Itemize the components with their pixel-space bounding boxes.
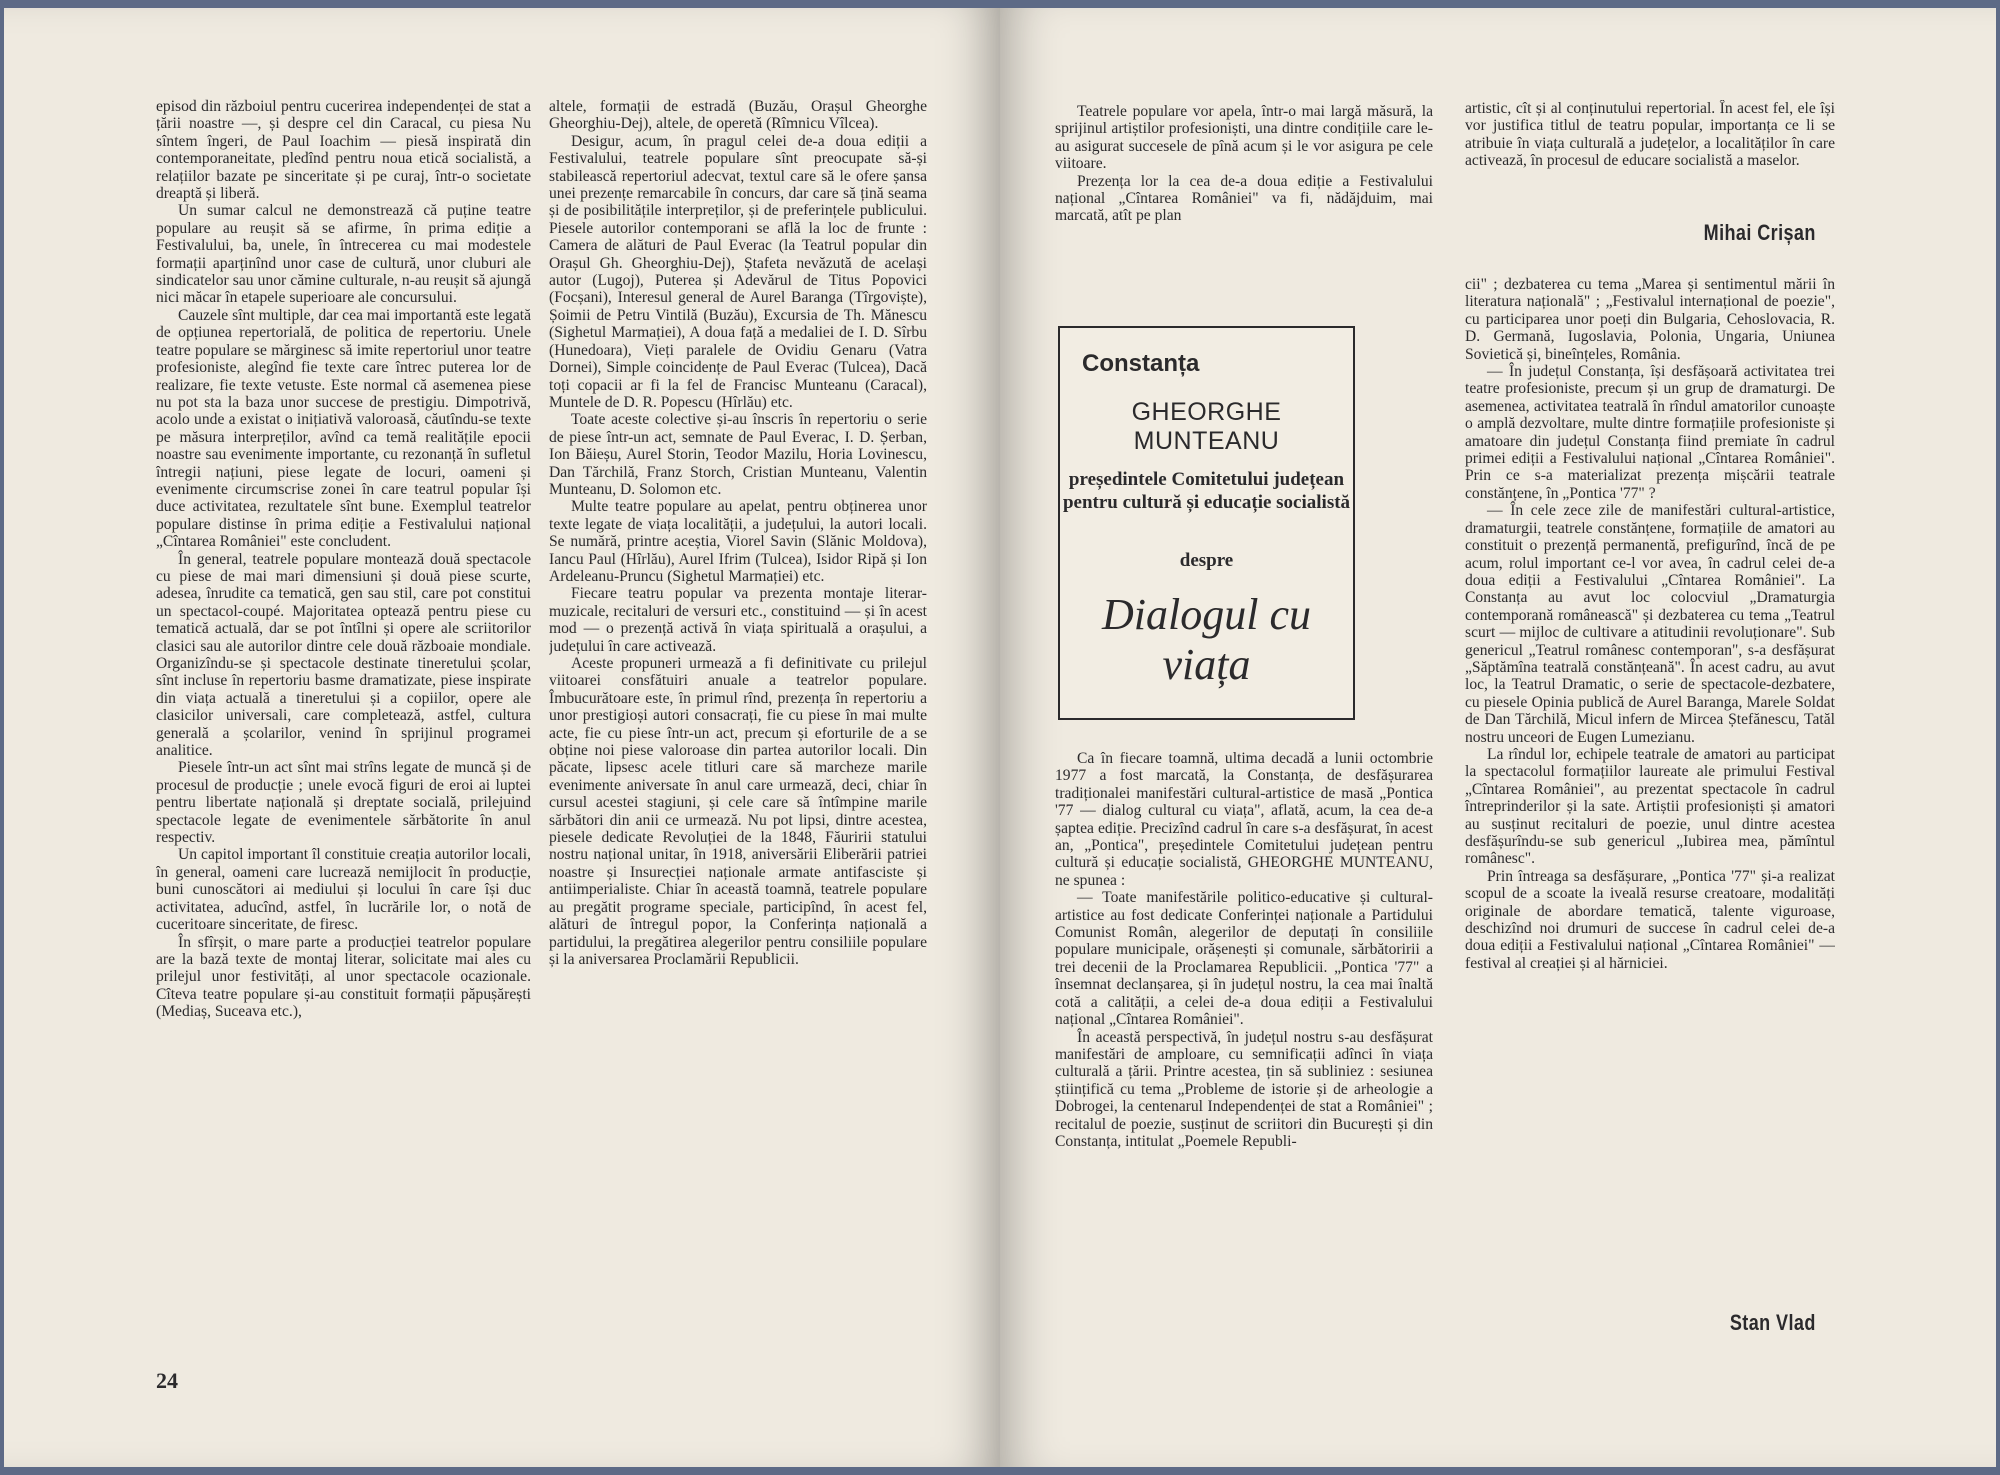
paragraph: Prin întreaga sa desfășurare, „Pontica '77" și-a realizat scopul de a scoate la iveală resurse creatoare, modalități originale de abordare tematică, talente viguroase, deschizînd noi drumuri de succese în cadrul celei de-a doua ediții a Festivalului național „Cîntarea României" — festival al creației și al hărniciei. bbox=[1465, 867, 1835, 972]
right-page bbox=[1000, 8, 1996, 1467]
paragraph: Prezența lor la cea de-a doua ediție a Festivalului național „Cîntarea României" va fi, nădăjduim, mai marcată, atît pe plan bbox=[1055, 172, 1433, 225]
box-city: Constanța bbox=[1082, 350, 1200, 377]
left-page-column-1 bbox=[156, 98, 531, 1398]
paragraph: La rîndul lor, echipele teatrale de amatori au participat la spectacolul formațiilor laureate ale primului Festival „Cîntarea României", au prezentat spectacole în cadrul întreprinderilor și la sate. Artiștii profesioniști și amatori au susținut recitaluri de poezie, unul dintre acestea desfășurîndu-se sub genericul „Iubirea mea, pămîntul românesc". bbox=[1465, 745, 1835, 868]
paragraph: Aceste propuneri urmează a fi definitivate cu prilejul viitoarei consfătuiri anuale a teatrelor populare. Îmbucurătoare este, în primul rînd, prezența în repertoriu a unor prestigioși autori consacrați, fie cu piese în mai multe acte, fie cu piese într-un act, precum și eforturile de a se obține noi piese valoroase din partea autorilor locali. Din păcate, lipsesc acele titluri care să marcheze marile evenimente aniversate în anul care urmează, deci, chiar în cursul acestei stagiuni, și cele care să întîmpine marile sărbători din anii ce urmează. Nu pot lipsi, dintre acestea, piesele dedicate Revoluției de la 1848, Făuririi statului nostru național unitar, în 1918, aniversării Eliberării patriei noastre și Insurecției naționale armate antifasciste și antiimperialiste. Chiar în această toamnă, teatrele populare au pregătit programe speciale, participînd, în acest fel, alături de întregul popor, la Conferința națională a partidului, la pregătirea alegerilor pentru consiliile populare și la aniversarea Proclamării Republicii. bbox=[549, 655, 927, 968]
box-despre: despre bbox=[1179, 550, 1234, 571]
right-page-column-1-bottom bbox=[1055, 750, 1433, 1350]
paragraph: Fiecare teatru popular va prezenta montaje literar-muzicale, recitaluri de versuri etc., constituind — și în acest mod — o prezență activă în viața spirituală a orașului, a județului în care activează. bbox=[549, 585, 927, 655]
box-headline: Dialogul cu viața bbox=[1102, 590, 1311, 689]
paragraph: artistic, cît și al conținutului repertorial. În acest fel, ele își vor justifica titlul de teatru popular, importanța ce li se atribuie în viața culturală a județelor, a localităților în care activează, în procesul de educare socialistă a maselor. bbox=[1465, 100, 1835, 170]
paragraph: — Toate manifestările politico-educative și cultural-artistice au fost dedicate Conferinței naționale a Partidului Comunist Român, alegerilor de deputați în consiliile populare municipale, orășenești și comunale, sărbătoririi a trei decenii de la Proclamarea Republicii. „Pontica '77" a însemnat declanșarea, și în județul nostru, la cea mai înaltă cotă a calității, a celei de-a doua ediții a Festivalului național „Cîntarea României". bbox=[1055, 889, 1433, 1029]
paragraph: — În cele zece zile de manifestări cultural-artistice, dramaturgii, teatrele constănțene, formațiile de amatori au constituit o prezență permanentă, prefigurînd, încă de pe acum, rolul important ce-l vor avea, în cadrul celei de-a doua ediții a Festivalului „Cîntarea României". La Constanța au avut loc colocviul „Dramaturgia contemporană românească" și dezbaterea cu tema „Teatrul scurt — mijloc de cultivare a atitudinii revoluționare". Sub genericul „Teatrul românesc contemporan", s-a desfășurat „Săptămîna teatrală constănțeană". În acest cadru, au avut loc, la Teatrul Dramatic, o serie de spectacole-dezbatere, cu piesele Opinia publică de Aurel Baranga, Marele Soldat de Dan Tărchilă, Micul infern de Mircea Ștefănescu, Tatăl nostru unceori de Eugen Lumezianu. bbox=[1465, 502, 1835, 746]
author-signature: Stan Vlad bbox=[1730, 1310, 1816, 1335]
author-signature: Mihai Crișan bbox=[1703, 220, 1816, 245]
paragraph: În general, teatrele populare montează două spectacole cu piese de mai mari dimensiuni și două piese scurte, adesea, înrudite ca tematică, gen sau stil, care pot constitui un spectacol-coupé. Majoritatea optează pentru piese cu tematică actuală, dar se pot întîlni și opere ale scriitorilor clasici sau ale autorilor dintre cele două războaie mondiale. Organizîndu-se și spectacole destinate tineretului școlar, sînt incluse în repertoriu basme dramatizate, piese inspirate din viața actuală a tineretului și a copiilor, opere ale clasicilor universali, care completează, astfel, cultura generală a școlarilor, venind în sprijinul programei analitice. bbox=[156, 550, 531, 760]
paragraph: Desigur, acum, în pragul celei de-a doua ediții a Festivalului, teatrele populare sînt preocupate să-și stabilească repertoriul adecvat, textul care să le ofere șansa unei prezențe remarcabile în concurs, dar care să țină seama și de posibilitățile interpreților, și de preferințele publicului. Piesele autorilor contemporani se află la loc de frunte : Camera de alături de Paul Everac (la Teatrul popular din Orașul Gh. Gheorghiu-Dej), Ștafeta nevăzută de același autor (Lugoj), Puterea și Adevărul de Titus Popovici (Focșani), Interesul general de Aurel Baranga (Tîrgoviște), Șoimii de Petru Vintilă (Buzău), Excursia de Th. Mănescu (Sighetul Marmației), A doua față a medaliei de I. D. Sîrbu (Hunedoara), Vieți paralele de Ovidiu Genaru (Vatra Dornei), Simple coincidențe de Paul Everac (Tulcea), Dacă toți copacii ar fi la fel de Francisc Munteanu (Caracal), Muntele de D. R. Popescu (Hîrlău) etc. bbox=[549, 132, 927, 411]
page-number: 24 bbox=[156, 1368, 178, 1393]
right-page-column-2-top bbox=[1465, 100, 1835, 220]
paragraph: episod din războiul pentru cucerirea independenței de stat a țării noastre —, și despre cel din Caracal, cu piesa Nu sîntem îngeri, de Paul Ioachim — piesă inspirată din contemporaneitate, pledînd pentru noua etică socialistă, a relațiilor bazate pe sinceritate și pe curaj, într-o societate dreaptă și liberă. bbox=[156, 98, 531, 203]
right-page-column-2-bottom bbox=[1465, 276, 1835, 1311]
left-page bbox=[4, 8, 1000, 1467]
paragraph: Piesele într-un act sînt mai strîns legate de muncă și de procesul de producție ; unele evocă figuri de eroi ai luptei pentru libertate națională și dreptate socială, prilejuind spectacole legate de evenimentele sărbătorite în anul respectiv. bbox=[156, 759, 531, 847]
paragraph: Ca în fiecare toamnă, ultima decadă a lunii octombrie 1977 a fost marcată, la Constanța, de desfășurarea tradiționalei manifestări cultural-artistice de masă „Pontica '77 — dialog cultural cu viața", aflată, acum, la cea de-a șaptea ediție. Precizînd cadrul în care s-a desfășurat, în acest an, „Pontica", președintele Comitetului județean pentru cultură și educație socialistă, GHEORGHE MUNTEANU, ne spunea : bbox=[1055, 750, 1433, 889]
left-page-column-2 bbox=[549, 98, 927, 1398]
paragraph: altele, formații de estradă (Buzău, Orașul Gheorghe Gheorghiu-Dej), altele, de operetă (Rîmnicu Vîlcea). bbox=[549, 98, 927, 133]
paragraph: Un sumar calcul ne demonstrează că puține teatre populare au reușit să se afirme, în prima ediție a Festivalului, ba, unele, în întrecerea cu mai modestele formații aparținînd unor case de cultură, unor cluburi ale sindicatelor sau unor cămine culturale, n-au reușit să ajungă nici măcar în etapele superioare ale concursului. bbox=[156, 202, 531, 307]
paragraph: În sfîrșit, o mare parte a producției teatrelor populare are la bază texte de montaj literar, solicitate mai ales cu prilejul unor festivități, al unor spectacole ocazionale. Cîteva teatre populare și-au constituit formații păpușărești (Mediaș, Suceava etc.), bbox=[156, 933, 531, 1021]
interview-title-box bbox=[1058, 326, 1355, 720]
box-interviewee-role: președintele Comitetului județean pentru cultură și educație socialistă bbox=[1062, 469, 1351, 513]
box-interviewee-name: GHEORGHE MUNTEANU bbox=[1131, 398, 1282, 455]
paragraph: Teatrele populare vor apela, într-o mai largă măsură, la sprijinul artiștilor profesioniști, una dintre condițiile care le-au asigurat succesele de pînă acum și le vor asigura pe cele viitoare. bbox=[1055, 103, 1433, 173]
paragraph: Multe teatre populare au apelat, pentru obținerea unor texte legate de viața localității, a județului, la autori locali. Se numără, printre aceștia, Viorel Savin (Slănic Moldova), Iancu Paul (Hîrlău), Aurel Ifrim (Tulcea), Isidor Ripă și Ion Ardeleanu-Pruncu (Sighetul Marmației) etc. bbox=[549, 498, 927, 585]
paragraph: În această perspectivă, în județul nostru s-au desfășurat manifestări de amploare, cu semnificații adînci în viața culturală a țării. Printre acestea, țin să subliniez : sesiunea științifică cu tema „Probleme de istorie și de arheologie a Dobrogei, la centenarul Independenței de stat a României" ; recitalul de poezie, susținut de scriitori din București și din Constanța, intitulat „Poemele Republi- bbox=[1055, 1028, 1433, 1150]
paragraph: Cauzele sînt multiple, dar cea mai importantă este legată de opțiunea repertorială, de politica de repertoriu. Unele teatre populare se mărginesc să imite repertoriul unor teatre profesioniste, alegînd fie texte care întrec puterea lor de realizare, fie texte vetuste. Este normal că asemenea piese nu pot sta la baza unor succese de prestigiu. Dimpotrivă, acolo unde a existat o inițiativă valoroasă, căutîndu-se texte pe măsura interpreților, avînd ca temă realitățile epocii noastre sau evenimente importante, cu rezonanță în sufletul întregii națiuni, piese legate de locuri, oameni și evenimente circumscrise zonei în care teatrul popular își duce activitatea, rezultatele sînt bune. Exemplul teatrelor populare distinse în prima ediție a Festivalului național „Cîntarea României" este concludent. bbox=[156, 306, 531, 551]
paragraph: Toate aceste colective și-au înscris în repertoriu o serie de piese într-un act, semnate de Paul Everac, I. D. Șerban, Ion Băieșu, Aurel Storin, Teodor Mazilu, Horia Lovinescu, Dan Tărchilă, Franz Storch, Cristian Munteanu, Valentin Munteanu, D. Solomon etc. bbox=[549, 411, 927, 498]
right-page-column-1-top bbox=[1055, 103, 1433, 243]
paragraph: cii" ; dezbaterea cu tema „Marea și sentimentul mării în literatura națională" ; „Festivalul internațional de poezie", cu participarea unor poeți din Bulgaria, Cehoslovacia, R. D. Germană, Iugoslavia, Polonia, Ungaria, Uniunea Sovietică și, bineînțeles, România. bbox=[1465, 276, 1835, 363]
paragraph: — În județul Constanța, își desfășoară activitatea trei teatre profesioniste, precum și un grup de dramaturgi. De asemenea, activitatea teatrală în rîndul amatorilor cunoaște o amplă dezvoltare, multe dintre formațiile profesioniste și amatoare din județul Constanța fiind premiate în cadrul primei ediții a Festivalului național „Cîntarea României". Prin ce s-a materializat prezența mișcării teatrale constănțene, în „Pontica '77" ? bbox=[1465, 363, 1835, 502]
paragraph: Un capitol important îl constituie creația autorilor locali, în general, oameni care lucrează nemijlocit în producție, buni cunoscători ai mediului și locului în care își duc activitatea, aducînd, astfel, în lucrările lor, o notă de cuceritoare sinceritate, de firesc. bbox=[156, 846, 531, 934]
